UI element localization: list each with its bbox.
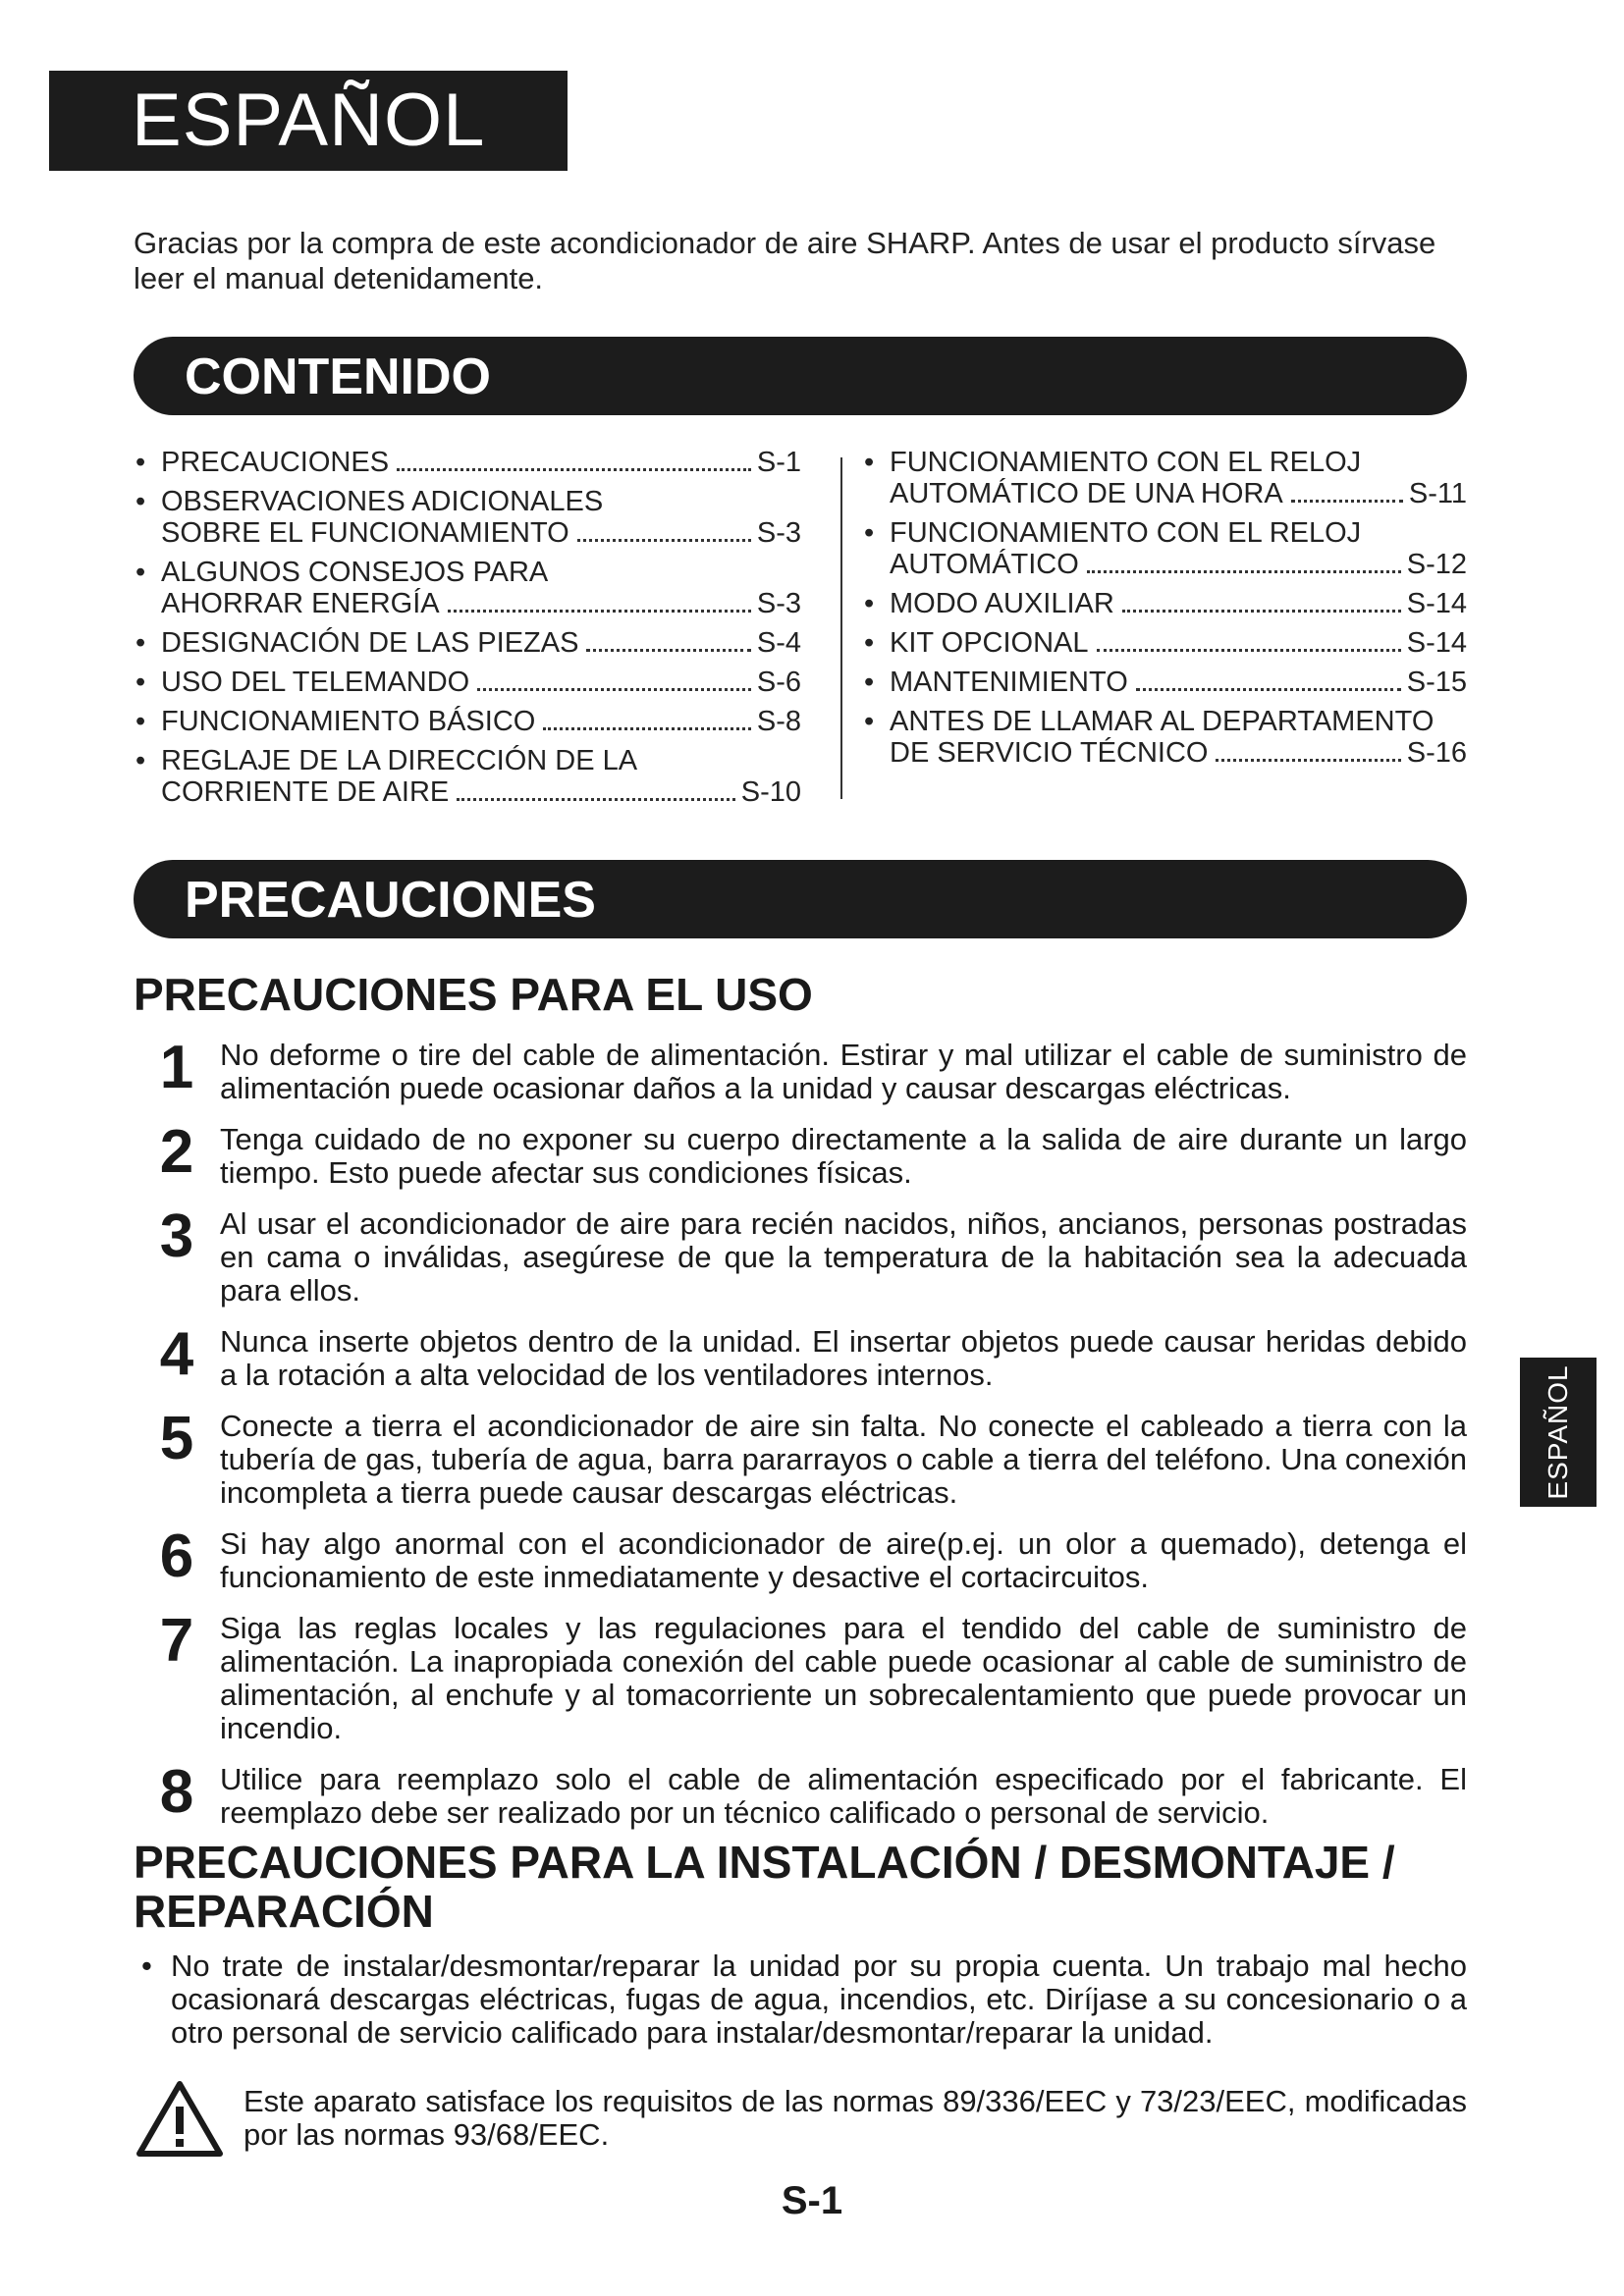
toc-item: [134, 667, 801, 698]
toc-item: [862, 447, 1467, 509]
toc-entry-text: FUNCIONAMIENTO CON EL RELOJ: [890, 447, 1362, 478]
toc-line: [890, 706, 1467, 737]
precaution-text: Utilice para reemplazo solo el cable de alimentación especificado por el fabricante. El reemplazo debe ser realizado por un técnico calificado o personal de servicio.: [220, 1762, 1467, 1830]
installation-note-text: No trate de instalar/desmontar/reparar la unidad por su propia cuenta. Un trabajo mal hecho ocasionará descargas eléctricas, fugas de agua, incendios, etc. Diríjase a su concesionario o a otro personal de servicio calificado para instalar/desmontar/reparar la unidad.: [171, 1949, 1467, 2050]
bullet: •: [135, 706, 146, 737]
toc-line: [890, 667, 1467, 698]
toc-line: [161, 517, 801, 549]
bullet: •: [135, 447, 146, 478]
toc-divider: [840, 457, 842, 799]
toc-leader-dots: [586, 649, 750, 652]
toc-entry-text: KIT OPCIONAL: [890, 627, 1089, 659]
precaution-text: Tenga cuidado de no exponer su cuerpo directamente a la salida de aire durante un largo tiempo. Esto puede afectar sus condiciones físicas.: [220, 1122, 1467, 1190]
precaution-text: Al usar el acondicionador de aire para recién nacidos, niños, ancianos, personas postradas en cama o inválidas, asegúrese de que la temperatura de la habitación sea la adecuada para ellos.: [220, 1206, 1467, 1308]
bullet: •: [864, 447, 875, 478]
precaution-number: 8: [159, 1758, 194, 1826]
toc-page-ref: S-12: [1406, 549, 1467, 580]
toc-leader-dots: [1087, 570, 1401, 573]
warning-triangle-icon: [135, 2079, 224, 2158]
precautions-section-header: PRECAUCIONES: [134, 860, 1467, 938]
toc-line: [890, 478, 1467, 509]
precaution-number: 2: [159, 1118, 194, 1186]
toc-leader-dots: [397, 468, 751, 471]
toc-page-ref: S-6: [756, 667, 801, 698]
bullet: •: [135, 557, 146, 588]
toc-entry-text: SOBRE EL FUNCIONAMIENTO: [161, 517, 569, 549]
toc-item: [134, 706, 801, 737]
precaution-text: Conecte a tierra el acondicionador de aire sin falta. No conecte el cableado a tierra con la tubería de gas, tubería de agua, barra pararrayos o cable a tierra del teléfono. Una conexión incompleta a tierra puede causar descargas eléctricas.: [220, 1409, 1467, 1510]
toc-line: [890, 549, 1467, 580]
toc-page-ref: S-4: [756, 627, 801, 659]
toc-line: [161, 706, 801, 737]
toc-entry-text: AUTOMÁTICO DE UNA HORA: [890, 478, 1283, 509]
toc-leader-dots: [448, 610, 751, 613]
precaution-item: [134, 1405, 1467, 1510]
toc-item: [862, 588, 1467, 619]
toc-leader-dots: [1122, 610, 1401, 613]
bullet: •: [864, 706, 875, 737]
toc-entry-text: FUNCIONAMIENTO CON EL RELOJ: [890, 517, 1362, 549]
page-number: S-1: [781, 2179, 843, 2222]
toc-entry-text: MODO AUXILIAR: [890, 588, 1114, 619]
toc-page-ref: S-8: [756, 706, 801, 737]
bullet: •: [135, 486, 146, 517]
language-title: ESPAÑOL: [49, 71, 568, 171]
toc-line: [890, 737, 1467, 769]
toc-line: [161, 447, 801, 478]
precaution-number: 7: [159, 1607, 194, 1675]
toc-line: [161, 588, 801, 619]
toc-page-ref: S-3: [756, 588, 801, 619]
toc-line: [161, 776, 801, 808]
toc-entry-text: AUTOMÁTICO: [890, 549, 1079, 580]
toc-line: [161, 557, 801, 588]
toc-item: [862, 706, 1467, 769]
bullet: •: [135, 745, 146, 776]
precaution-item: [134, 1034, 1467, 1105]
toc-entry-text: DE SERVICIO TÉCNICO: [890, 737, 1209, 769]
toc-item: [134, 627, 801, 659]
bullet: •: [864, 588, 875, 619]
toc-page-ref: S-10: [740, 776, 801, 808]
installation-note: [141, 1949, 1467, 2050]
toc-entry-text: MANTENIMIENTO: [890, 667, 1128, 698]
toc-leader-dots: [1097, 649, 1401, 652]
bullet: •: [864, 627, 875, 659]
precaution-item: [134, 1202, 1467, 1308]
installation-heading-line2: REPARACIÓN: [134, 1886, 434, 1937]
toc-line: [890, 588, 1467, 619]
toc-leader-dots: [1291, 500, 1403, 503]
toc-entry-text: REGLAJE DE LA DIRECCIÓN DE LA: [161, 745, 638, 776]
toc-line: [890, 627, 1467, 659]
toc-page-ref: S-1: [756, 447, 801, 478]
precaution-item: [134, 1758, 1467, 1830]
bullet: •: [141, 1949, 152, 1983]
toc-page-ref: S-14: [1406, 588, 1467, 619]
side-language-tab: [1520, 1358, 1597, 1507]
toc-entry-text: PRECAUCIONES: [161, 447, 390, 478]
toc-item: [134, 745, 801, 808]
toc-line: [161, 627, 801, 659]
precaution-number: 6: [159, 1522, 194, 1590]
precaution-text: Nunca inserte objetos dentro de la unidad. El insertar objetos puede causar heridas debido a la rotación a alta velocidad de los ventiladores internos.: [220, 1324, 1467, 1392]
toc-page-ref: S-11: [1408, 478, 1467, 509]
precaution-text: Siga las reglas locales y las regulaciones para el tendido del cable de suministro de alimentación. La inapropiada conexión del cable puede ocasionar al cable de suministro de alimentación, al enchufe y al tomacorriente un sobrecalentamiento que puede provocar un incendio.: [220, 1611, 1467, 1745]
bullet: •: [135, 667, 146, 698]
bullet: •: [135, 627, 146, 659]
toc-page-ref: S-15: [1406, 667, 1467, 698]
side-tab-label: ESPAÑOL: [1543, 1364, 1573, 1500]
toc-leader-dots: [577, 539, 751, 542]
toc-item: [862, 667, 1467, 698]
intro-text: Gracias por la compra de este acondicionador de aire SHARP. Antes de usar el producto sírvase leer el manual detenidamente.: [134, 226, 1436, 295]
toc-entry-text: CORRIENTE DE AIRE: [161, 776, 450, 808]
toc-entry-text: AHORRAR ENERGÍA: [161, 588, 440, 619]
toc-line: [161, 745, 801, 776]
precaution-item: [134, 1522, 1467, 1594]
bullet: •: [864, 667, 875, 698]
toc-item: [134, 486, 801, 549]
toc-item: [134, 447, 801, 478]
installation-precautions-heading: [134, 1838, 1489, 1936]
toc-page-ref: S-3: [756, 517, 801, 549]
toc-leader-dots: [1216, 759, 1400, 762]
precaution-number: 5: [159, 1405, 194, 1472]
precaution-item: [134, 1607, 1467, 1745]
compliance-warning-text: Este aparato satisface los requisitos de las normas 89/336/EEC y 73/23/EEC, modificadas por las normas 93/68/EEC.: [244, 2084, 1467, 2152]
toc-item: [134, 557, 801, 619]
precaution-number: 4: [159, 1320, 194, 1388]
precaution-number: 3: [159, 1202, 194, 1270]
toc-leader-dots: [1136, 688, 1401, 691]
toc-entry-text: ALGUNOS CONSEJOS PARA: [161, 557, 549, 588]
toc-item: [862, 627, 1467, 659]
toc-item: [862, 517, 1467, 580]
contents-section-header: CONTENIDO: [134, 337, 1467, 415]
toc-line: [890, 517, 1467, 549]
toc-leader-dots: [543, 727, 751, 730]
toc-left-column: [134, 447, 801, 816]
toc-line: [890, 447, 1467, 478]
toc-entry-text: OBSERVACIONES ADICIONALES: [161, 486, 604, 517]
precaution-list: [134, 1034, 1467, 1845]
toc-right-column: [862, 447, 1467, 776]
toc-entry-text: FUNCIONAMIENTO BÁSICO: [161, 706, 536, 737]
precaution-item: [134, 1118, 1467, 1190]
precaution-text: Si hay algo anormal con el acondicionador de aire(p.ej. un olor a quemado), detenga el funcionamiento de este inmediatamente y desactive el cortacircuitos.: [220, 1526, 1467, 1594]
toc-entry-text: ANTES DE LLAMAR AL DEPARTAMENTO: [890, 706, 1435, 737]
toc-page-ref: S-16: [1406, 737, 1467, 769]
toc-entry-text: USO DEL TELEMANDO: [161, 667, 470, 698]
toc-line: [161, 486, 801, 517]
bullet: •: [864, 517, 875, 549]
installation-heading-line1: PRECAUCIONES PARA LA INSTALACIÓN / DESMONTAJE /: [134, 1837, 1395, 1888]
toc-leader-dots: [457, 798, 734, 801]
toc-page-ref: S-14: [1406, 627, 1467, 659]
precaution-text: No deforme o tire del cable de alimentación. Estirar y mal utilizar el cable de suministro de alimentación puede ocasionar daños a la unidad y causar descargas eléctricas.: [220, 1038, 1467, 1105]
toc-line: [161, 667, 801, 698]
toc-leader-dots: [477, 688, 751, 691]
toc-entry-text: DESIGNACIÓN DE LAS PIEZAS: [161, 627, 579, 659]
precaution-item: [134, 1320, 1467, 1392]
usage-precautions-heading: PRECAUCIONES PARA EL USO: [134, 969, 813, 1020]
precaution-number: 1: [159, 1034, 194, 1101]
